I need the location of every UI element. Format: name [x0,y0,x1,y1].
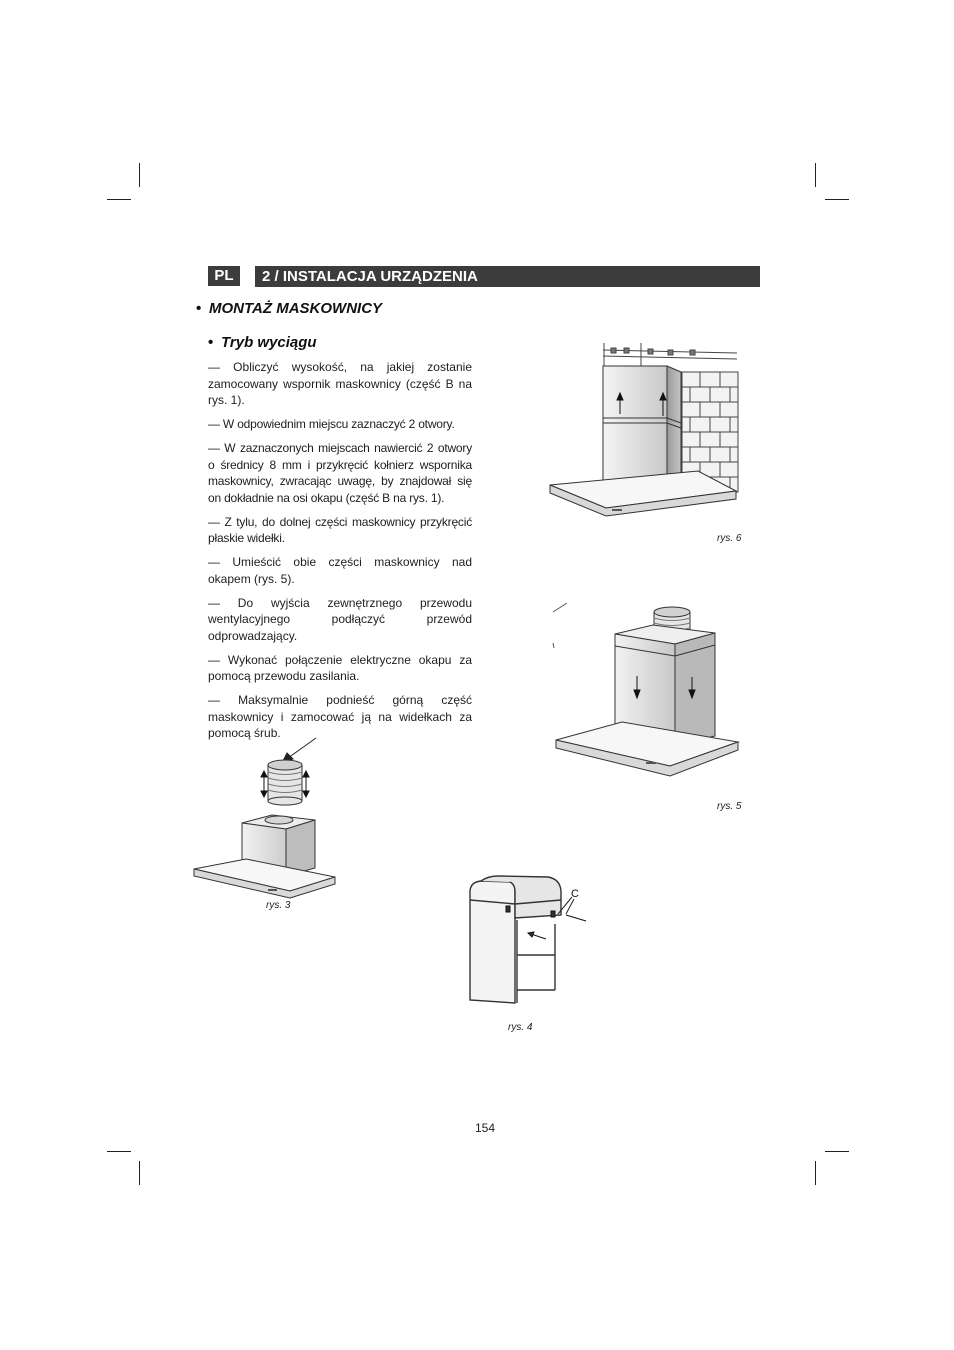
wall-bracket [603,343,737,366]
page-number: 154 [475,1121,496,1135]
step-paragraph: — W zaznaczonych miejscach nawiercić 2 otwory o średnicy 8 mm i przykręcić kołnierz wspornika maskownicy, zwracając uwagę, by znajdował się on dokładnie na osi okapu (część B na rys. 1). [208,441,472,505]
instruction-steps [208,359,472,749]
step-paragraph: — Obliczyć wysokość, na jakiej zostanie zamocowany wspornik maskownicy (część B na rys. 1). [208,360,472,407]
crop-mark-top-right-horizontal [825,199,849,200]
crop-mark-bottom-left-horizontal [107,1151,131,1152]
section-title: MONTAŻ MASKOWNICY [209,300,383,317]
figure-rys5-caption: rys. 5 [717,801,742,812]
figure-rys6-caption: rys. 6 [717,533,742,544]
figure-rys4-illustration [462,872,590,1010]
hood-glass-plate [550,471,736,516]
chimney-cover [603,366,681,492]
step-paragraph: — Z tylu, do dolnej części maskownicy przykręcić płaskie widełki. [208,514,472,545]
figure-rys3-caption: rys. 3 [266,900,291,911]
callout-label-c: C [571,888,579,900]
insert-arrow-icon [282,738,316,763]
subsection-title: Tryb wyciągu [221,334,317,351]
exhaust-duct [268,760,302,805]
language-badge: PL [208,266,240,286]
step-paragraph: — W odpowiednim miejscu zaznaczyć 2 otwory. [208,417,455,431]
crop-mark-top-left-horizontal [107,199,131,200]
chapter-title: 2 / INSTALACJA URZĄDZENIA [262,268,478,285]
subsection-bullet: • [208,334,214,351]
section-bullet: • [196,300,202,317]
step-paragraph: — Wykonać połączenie elektryczne okapu za pomocą przewodu zasilania. [208,652,472,683]
figure-rys4-caption: rys. 4 [508,1022,533,1033]
section-heading [196,300,382,318]
step-paragraph: — Do wyjścia zewnętrznego przewodu wentylacyjnego podłączyć przewód odprowadzający. [208,595,472,643]
crop-mark-bottom-right-vertical [815,1161,816,1185]
figure-rys6-illustration [545,338,745,520]
subsection-heading [208,334,317,352]
crop-mark-top-left-vertical [139,163,140,187]
crop-mark-bottom-right-horizontal [825,1151,849,1152]
chapter-title-bar [255,266,760,287]
step-paragraph: — Maksymalnie podnieść górną część maskownicy i zamocować ją na widełkach za pomocą śrub. [208,693,472,740]
cover-shell [470,876,561,1003]
figure-rys3-illustration [190,734,338,902]
crop-mark-top-right-vertical [815,163,816,187]
step-paragraph: — Umieścić obie części maskownicy nad okapem (rys. 5). [208,555,472,586]
figure-rys5-illustration [548,598,743,788]
reference-marks [553,603,567,648]
crop-mark-bottom-left-vertical [139,1161,140,1185]
